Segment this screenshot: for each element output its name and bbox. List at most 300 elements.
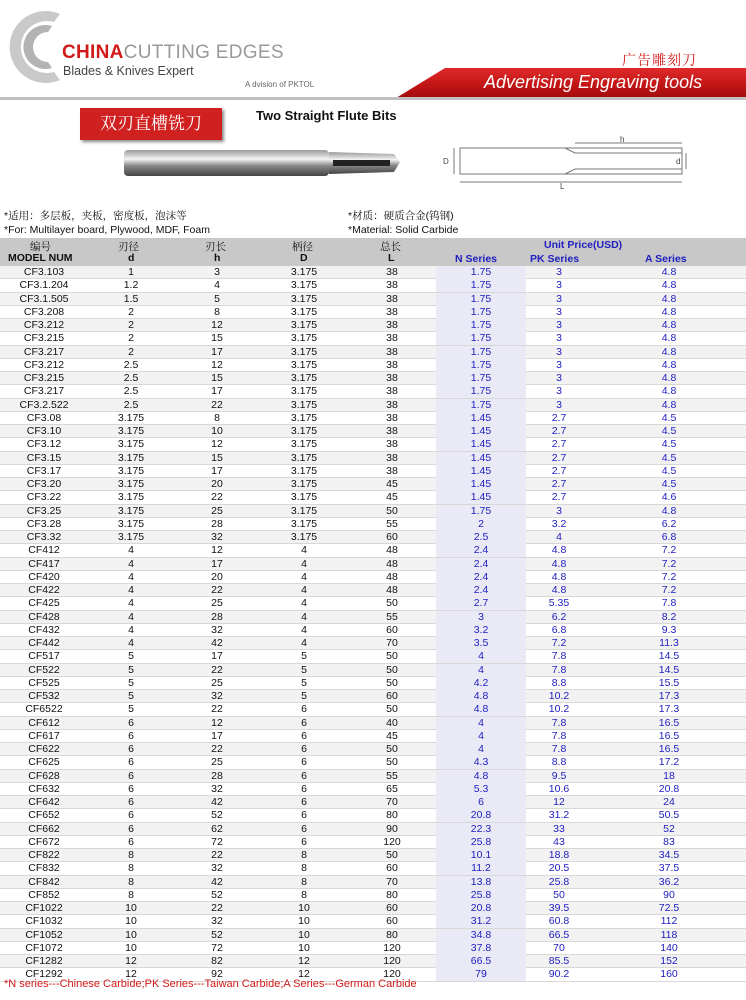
table-row — [0, 597, 746, 610]
cell-pk-series: 25.8 — [548, 875, 570, 888]
cell-a-series: 4.8 — [661, 279, 677, 292]
cell-h: 32 — [211, 782, 223, 795]
cell-d: 12 — [125, 968, 137, 981]
cell-D: 4 — [301, 584, 307, 596]
cell-h: 22 — [211, 663, 223, 676]
cell-a-series: 17.2 — [658, 756, 680, 769]
cell-model: CF632 — [28, 782, 60, 795]
cell-model: CF3.208 — [23, 305, 65, 318]
cell-a-series: 4.8 — [661, 398, 677, 411]
cell-d: 6 — [128, 782, 134, 795]
table-row — [0, 902, 746, 915]
cell-n-series: 1.75 — [436, 346, 526, 359]
table-row — [0, 293, 746, 306]
cell-a-series: 4.5 — [661, 451, 677, 464]
cell-a-series: 17.3 — [658, 703, 680, 716]
cell-model: CF525 — [28, 676, 60, 689]
section-label-cn: 双刃直槽铣刀 — [80, 108, 222, 140]
cell-h: 4 — [214, 279, 220, 292]
cell-D: 3.175 — [290, 478, 318, 490]
cell-pk-series: 2.7 — [551, 425, 567, 437]
brand-name — [62, 42, 284, 64]
cell-h: 92 — [211, 968, 223, 981]
cell-D: 10 — [298, 928, 310, 941]
cell-D: 3.175 — [290, 345, 318, 358]
table-row — [0, 836, 746, 849]
cell-model: CF1282 — [25, 955, 63, 967]
cell-n-series: 4 — [436, 730, 526, 743]
cell-model: CF625 — [28, 756, 60, 769]
cell-h: 22 — [211, 703, 223, 716]
cell-n-series: 1.75 — [436, 332, 526, 345]
cell-model: CF3.2.522 — [19, 398, 69, 411]
cell-L: 50 — [386, 663, 398, 676]
cell-pk-series: 2.7 — [551, 464, 567, 477]
cell-D: 12 — [298, 955, 310, 967]
cell-h: 12 — [211, 544, 223, 557]
cell-D: 6 — [301, 796, 307, 808]
cell-model: CF3.20 — [26, 478, 62, 490]
cell-D: 3.175 — [290, 292, 318, 305]
table-row — [0, 955, 746, 968]
cell-pk-series: 85.5 — [548, 955, 570, 967]
table-row — [0, 478, 746, 491]
cell-pk-series: 9.5 — [551, 769, 567, 782]
brand-rest: CUTTING EDGES — [123, 42, 284, 63]
cell-D: 6 — [301, 822, 307, 835]
cell-D: 3.175 — [290, 305, 318, 318]
cell-h: 28 — [211, 769, 223, 782]
cell-D: 3.175 — [290, 266, 318, 278]
cell-pk-series: 7.8 — [551, 663, 567, 676]
cell-a-series: 83 — [663, 835, 675, 848]
table-row — [0, 730, 746, 743]
cell-a-series: 118 — [660, 928, 678, 941]
cell-h: 17 — [211, 650, 223, 663]
cell-L: 40 — [386, 716, 398, 729]
cell-D: 5 — [301, 663, 307, 676]
cell-h: 32 — [211, 915, 223, 928]
cell-L: 120 — [383, 941, 401, 954]
cell-pk-series: 3 — [556, 319, 562, 331]
cell-n-series: 2.4 — [436, 571, 526, 584]
cell-n-series: 2.4 — [436, 544, 526, 557]
cell-pk-series: 20.5 — [548, 862, 570, 875]
usage-note-en: *For: Multilayer board, Plywood, MDF, Foam — [4, 224, 210, 236]
cell-pk-series: 39.5 — [548, 902, 570, 914]
cell-d: 4 — [128, 623, 134, 636]
cell-d: 3.175 — [117, 491, 145, 504]
table-row — [0, 650, 746, 663]
cell-pk-series: 60.8 — [548, 915, 570, 928]
product-table — [0, 238, 746, 982]
cell-pk-series: 31.2 — [548, 809, 570, 822]
cell-L: 38 — [386, 292, 398, 305]
cell-pk-series: 7.8 — [551, 729, 567, 742]
cell-h: 62 — [211, 822, 223, 835]
header-cn-D: 柄径 — [292, 241, 313, 253]
cell-pk-series: 3 — [556, 305, 562, 318]
cell-n-series: 6 — [436, 796, 526, 809]
cell-D: 5 — [301, 676, 307, 689]
cell-d: 4 — [128, 597, 134, 610]
cell-model: CF3.12 — [26, 438, 62, 451]
cell-model: CF3.08 — [26, 411, 62, 424]
header-cn-h: 刃长 — [205, 241, 226, 253]
cell-L: 38 — [386, 319, 398, 331]
table-row — [0, 279, 746, 292]
cell-h: 15 — [211, 332, 223, 345]
cell-pk-series: 4.8 — [551, 584, 567, 596]
table-row — [0, 306, 746, 319]
cell-D: 6 — [301, 835, 307, 848]
cell-h: 42 — [211, 875, 223, 888]
cell-L: 120 — [383, 835, 401, 848]
cell-d: 4 — [128, 570, 134, 583]
cell-D: 3.175 — [290, 491, 318, 504]
table-row — [0, 491, 746, 504]
cell-d: 3.175 — [117, 425, 145, 437]
cell-pk-series: 3 — [556, 279, 562, 292]
table-row — [0, 412, 746, 425]
cell-n-series: 4.8 — [436, 703, 526, 716]
cell-d: 3.175 — [117, 478, 145, 490]
cell-pk-series: 3 — [556, 385, 562, 398]
cell-L: 38 — [386, 332, 398, 345]
cell-a-series: 90 — [663, 888, 675, 901]
cell-h: 22 — [211, 849, 223, 861]
cell-d: 2.5 — [123, 372, 139, 384]
cell-model: CF842 — [28, 875, 60, 888]
cell-L: 45 — [386, 491, 398, 504]
cell-d: 10 — [125, 915, 137, 928]
cell-h: 82 — [211, 955, 223, 967]
cell-model: CF3.25 — [26, 504, 62, 517]
cell-d: 2 — [128, 319, 134, 331]
cell-L: 55 — [386, 517, 398, 530]
cell-a-series: 36.2 — [658, 875, 680, 888]
cell-pk-series: 4 — [556, 531, 562, 543]
cell-n-series: 3.2 — [436, 624, 526, 637]
cell-model: CF3.22 — [26, 491, 62, 504]
cell-L: 38 — [386, 358, 398, 371]
cell-L: 38 — [386, 425, 398, 437]
cell-D: 6 — [301, 729, 307, 742]
cell-h: 32 — [211, 690, 223, 702]
cell-pk-series: 7.8 — [551, 716, 567, 729]
cell-a-series: 8.2 — [661, 610, 677, 623]
cell-n-series: 4 — [436, 743, 526, 756]
cell-L: 50 — [386, 650, 398, 663]
cell-h: 32 — [211, 862, 223, 875]
cell-model: CF3.212 — [23, 358, 65, 371]
cell-n-series: 1.75 — [436, 385, 526, 398]
table-row — [0, 703, 746, 716]
cell-d: 3.175 — [117, 438, 145, 451]
cell-h: 52 — [211, 809, 223, 822]
cell-n-series: 1.45 — [436, 478, 526, 491]
cell-pk-series: 4.8 — [551, 570, 567, 583]
cell-model: CF612 — [28, 716, 60, 729]
cell-pk-series: 3 — [556, 372, 562, 384]
cell-model: CF517 — [28, 650, 60, 663]
cell-L: 38 — [386, 305, 398, 318]
label-D: D — [443, 157, 449, 166]
cell-d: 2.5 — [123, 398, 139, 411]
cell-n-series: 4.3 — [436, 756, 526, 769]
cell-d: 2.5 — [123, 358, 139, 371]
cell-pk-series: 3 — [556, 332, 562, 345]
cell-D: 5 — [301, 650, 307, 663]
cell-D: 8 — [301, 888, 307, 901]
cell-L: 55 — [386, 610, 398, 623]
cell-h: 15 — [211, 372, 223, 384]
cell-d: 3.175 — [117, 411, 145, 424]
table-header — [0, 238, 746, 266]
cell-a-series: 4.8 — [661, 385, 677, 398]
cell-d: 2.5 — [123, 385, 139, 398]
cell-model: CF642 — [28, 796, 60, 808]
cell-L: 60 — [386, 902, 398, 914]
cell-d: 6 — [128, 809, 134, 822]
tagline: Blades & Knives Expert — [63, 64, 194, 78]
cell-D: 3.175 — [290, 517, 318, 530]
cell-a-series: 4.8 — [661, 504, 677, 517]
chinese-title: 广告雕刻刀 — [622, 52, 697, 68]
table-row — [0, 849, 746, 862]
table-row — [0, 743, 746, 756]
table-row — [0, 796, 746, 809]
cell-a-series: 4.5 — [661, 425, 677, 437]
cell-d: 8 — [128, 862, 134, 875]
table-row — [0, 425, 746, 438]
cell-L: 50 — [386, 743, 398, 755]
section-label-en: Two Straight Flute Bits — [256, 108, 397, 123]
cell-L: 38 — [386, 345, 398, 358]
cell-n-series: 1.45 — [436, 438, 526, 451]
cell-D: 4 — [301, 557, 307, 570]
header-cn-L: 总长 — [380, 241, 401, 253]
cell-a-series: 11.3 — [659, 637, 679, 649]
cell-a-series: 16.5 — [658, 729, 680, 742]
cell-D: 3.175 — [290, 332, 318, 345]
table-row — [0, 399, 746, 412]
cell-a-series: 6.8 — [661, 531, 677, 543]
cell-h: 12 — [211, 358, 223, 371]
table-row — [0, 823, 746, 836]
cell-D: 8 — [301, 862, 307, 875]
cell-n-series: 1.45 — [436, 465, 526, 478]
cell-pk-series: 2.7 — [551, 491, 567, 504]
cell-d: 4 — [128, 544, 134, 557]
cell-model: CF3.217 — [23, 385, 65, 398]
cell-pk-series: 10.2 — [548, 703, 570, 716]
cell-pk-series: 8.8 — [551, 676, 567, 689]
cell-D: 6 — [301, 703, 307, 716]
header-cn-model: 编号 — [30, 241, 51, 253]
cell-model: CF425 — [28, 597, 60, 610]
cell-d: 6 — [128, 756, 134, 769]
cell-pk-series: 3 — [556, 398, 562, 411]
cell-pk-series: 3 — [556, 345, 562, 358]
cell-d: 8 — [128, 875, 134, 888]
cell-d: 6 — [128, 729, 134, 742]
cell-a-series: 14.5 — [658, 650, 680, 663]
table-row — [0, 664, 746, 677]
router-bit-image — [118, 140, 418, 186]
cell-h: 17 — [211, 464, 223, 477]
cell-n-series: 2.7 — [436, 597, 526, 610]
cell-pk-series: 10.6 — [548, 782, 570, 795]
cell-D: 3.175 — [290, 279, 318, 292]
header-cn-d: 刃径 — [118, 241, 139, 253]
cell-a-series: 4.8 — [661, 292, 677, 305]
label-L: L — [560, 182, 565, 190]
table-row — [0, 717, 746, 730]
cell-model: CF3.215 — [23, 332, 65, 345]
cell-h: 8 — [214, 411, 220, 424]
cell-n-series: 1.75 — [436, 279, 526, 292]
cell-L: 48 — [386, 570, 398, 583]
cell-n-series: 79 — [436, 968, 526, 981]
header-n-series: N Series — [455, 253, 498, 265]
cell-pk-series: 5.35 — [548, 597, 570, 610]
cell-L: 55 — [386, 769, 398, 782]
table-row — [0, 346, 746, 359]
cell-D: 3.175 — [290, 504, 318, 517]
cell-n-series: 2 — [436, 518, 526, 531]
cell-L: 60 — [386, 862, 398, 875]
cell-n-series: 1.75 — [436, 293, 526, 306]
cell-D: 4 — [301, 544, 307, 557]
cell-d: 2 — [128, 305, 134, 318]
cell-n-series: 20.8 — [436, 902, 526, 915]
cell-model: CF662 — [28, 822, 60, 835]
cell-a-series: 7.8 — [661, 597, 677, 610]
cell-D: 6 — [301, 782, 307, 795]
table-row — [0, 584, 746, 597]
cell-model: CF1022 — [25, 902, 63, 914]
cell-model: CF3.215 — [23, 372, 65, 384]
cell-L: 50 — [386, 504, 398, 517]
cell-n-series: 5.3 — [436, 783, 526, 796]
cell-a-series: 4.8 — [661, 372, 677, 384]
cell-pk-series: 2.7 — [551, 478, 567, 490]
cell-a-series: 14.5 — [658, 663, 680, 676]
header-pk-series: PK Series — [530, 253, 580, 265]
cell-model: CF432 — [28, 623, 60, 636]
cell-pk-series: 4.8 — [551, 544, 567, 557]
cell-a-series: 4.8 — [661, 332, 677, 345]
cell-L: 50 — [386, 676, 398, 689]
cell-L: 70 — [386, 875, 398, 888]
header-a-series: A Series — [645, 253, 687, 265]
cell-n-series: 31.2 — [436, 915, 526, 928]
table-row — [0, 571, 746, 584]
material-note-en: *Material: Solid Carbide — [348, 224, 459, 236]
cell-a-series: 20.8 — [658, 782, 680, 795]
cell-model: CF3.32 — [26, 531, 62, 543]
cell-a-series: 160 — [660, 968, 678, 981]
cell-L: 80 — [386, 928, 398, 941]
cell-h: 17 — [211, 729, 223, 742]
cell-model: CF822 — [28, 849, 60, 861]
cell-D: 4 — [301, 597, 307, 610]
cell-h: 22 — [211, 743, 223, 755]
cell-d: 5 — [128, 703, 134, 716]
cell-a-series: 7.2 — [661, 584, 677, 596]
cell-a-series: 34.5 — [658, 849, 680, 861]
cell-L: 38 — [386, 279, 398, 292]
table-row — [0, 770, 746, 783]
cell-a-series: 7.2 — [661, 570, 677, 583]
cell-pk-series: 6.8 — [551, 623, 567, 636]
cell-pk-series: 10.2 — [548, 690, 570, 702]
cell-model: CF628 — [28, 769, 60, 782]
cell-pk-series: 3 — [556, 292, 562, 305]
cell-h: 20 — [211, 478, 223, 490]
cell-model: CF1052 — [25, 928, 63, 941]
cell-a-series: 152 — [660, 955, 678, 967]
table-row — [0, 359, 746, 372]
company-logo-icon — [2, 2, 66, 92]
cell-d: 6 — [128, 716, 134, 729]
cell-D: 3.175 — [290, 438, 318, 451]
cell-pk-series: 3 — [556, 358, 562, 371]
cell-pk-series: 66.5 — [548, 928, 570, 941]
cell-pk-series: 3 — [556, 266, 562, 278]
table-row — [0, 929, 746, 942]
cell-L: 50 — [386, 849, 398, 861]
cell-n-series: 1.75 — [436, 266, 526, 279]
cell-n-series: 25.8 — [436, 836, 526, 849]
cell-a-series: 4.5 — [661, 438, 677, 451]
cell-n-series: 22.3 — [436, 823, 526, 836]
cell-a-series: 24 — [663, 796, 675, 808]
cell-a-series: 4.5 — [661, 411, 677, 424]
cell-D: 3.175 — [290, 425, 318, 437]
cell-d: 1.2 — [123, 279, 139, 292]
table-row — [0, 677, 746, 690]
cell-D: 8 — [301, 875, 307, 888]
cell-L: 48 — [386, 584, 398, 596]
cell-n-series: 1.75 — [436, 306, 526, 319]
cell-L: 48 — [386, 544, 398, 557]
cell-d: 2 — [128, 345, 134, 358]
cell-model: CF3.217 — [23, 345, 65, 358]
cell-h: 42 — [211, 637, 223, 649]
cell-D: 3.175 — [290, 531, 318, 543]
cell-D: 3.175 — [290, 451, 318, 464]
cell-model: CF3.10 — [26, 425, 62, 437]
cell-D: 3.175 — [290, 385, 318, 398]
cell-n-series: 1.45 — [436, 425, 526, 438]
cell-L: 120 — [383, 955, 401, 967]
table-row — [0, 531, 746, 544]
header-divider — [0, 97, 746, 100]
cell-d: 3.175 — [117, 451, 145, 464]
cell-n-series: 3 — [436, 611, 526, 624]
cell-pk-series: 2.7 — [551, 451, 567, 464]
cell-h: 25 — [211, 676, 223, 689]
cell-h: 22 — [211, 902, 223, 914]
table-row — [0, 438, 746, 451]
cell-model: CF3.1.505 — [19, 292, 69, 305]
page-header — [0, 0, 746, 100]
cell-pk-series: 7.8 — [551, 743, 567, 755]
cell-pk-series: 2.7 — [551, 411, 567, 424]
cell-d: 5 — [128, 676, 134, 689]
